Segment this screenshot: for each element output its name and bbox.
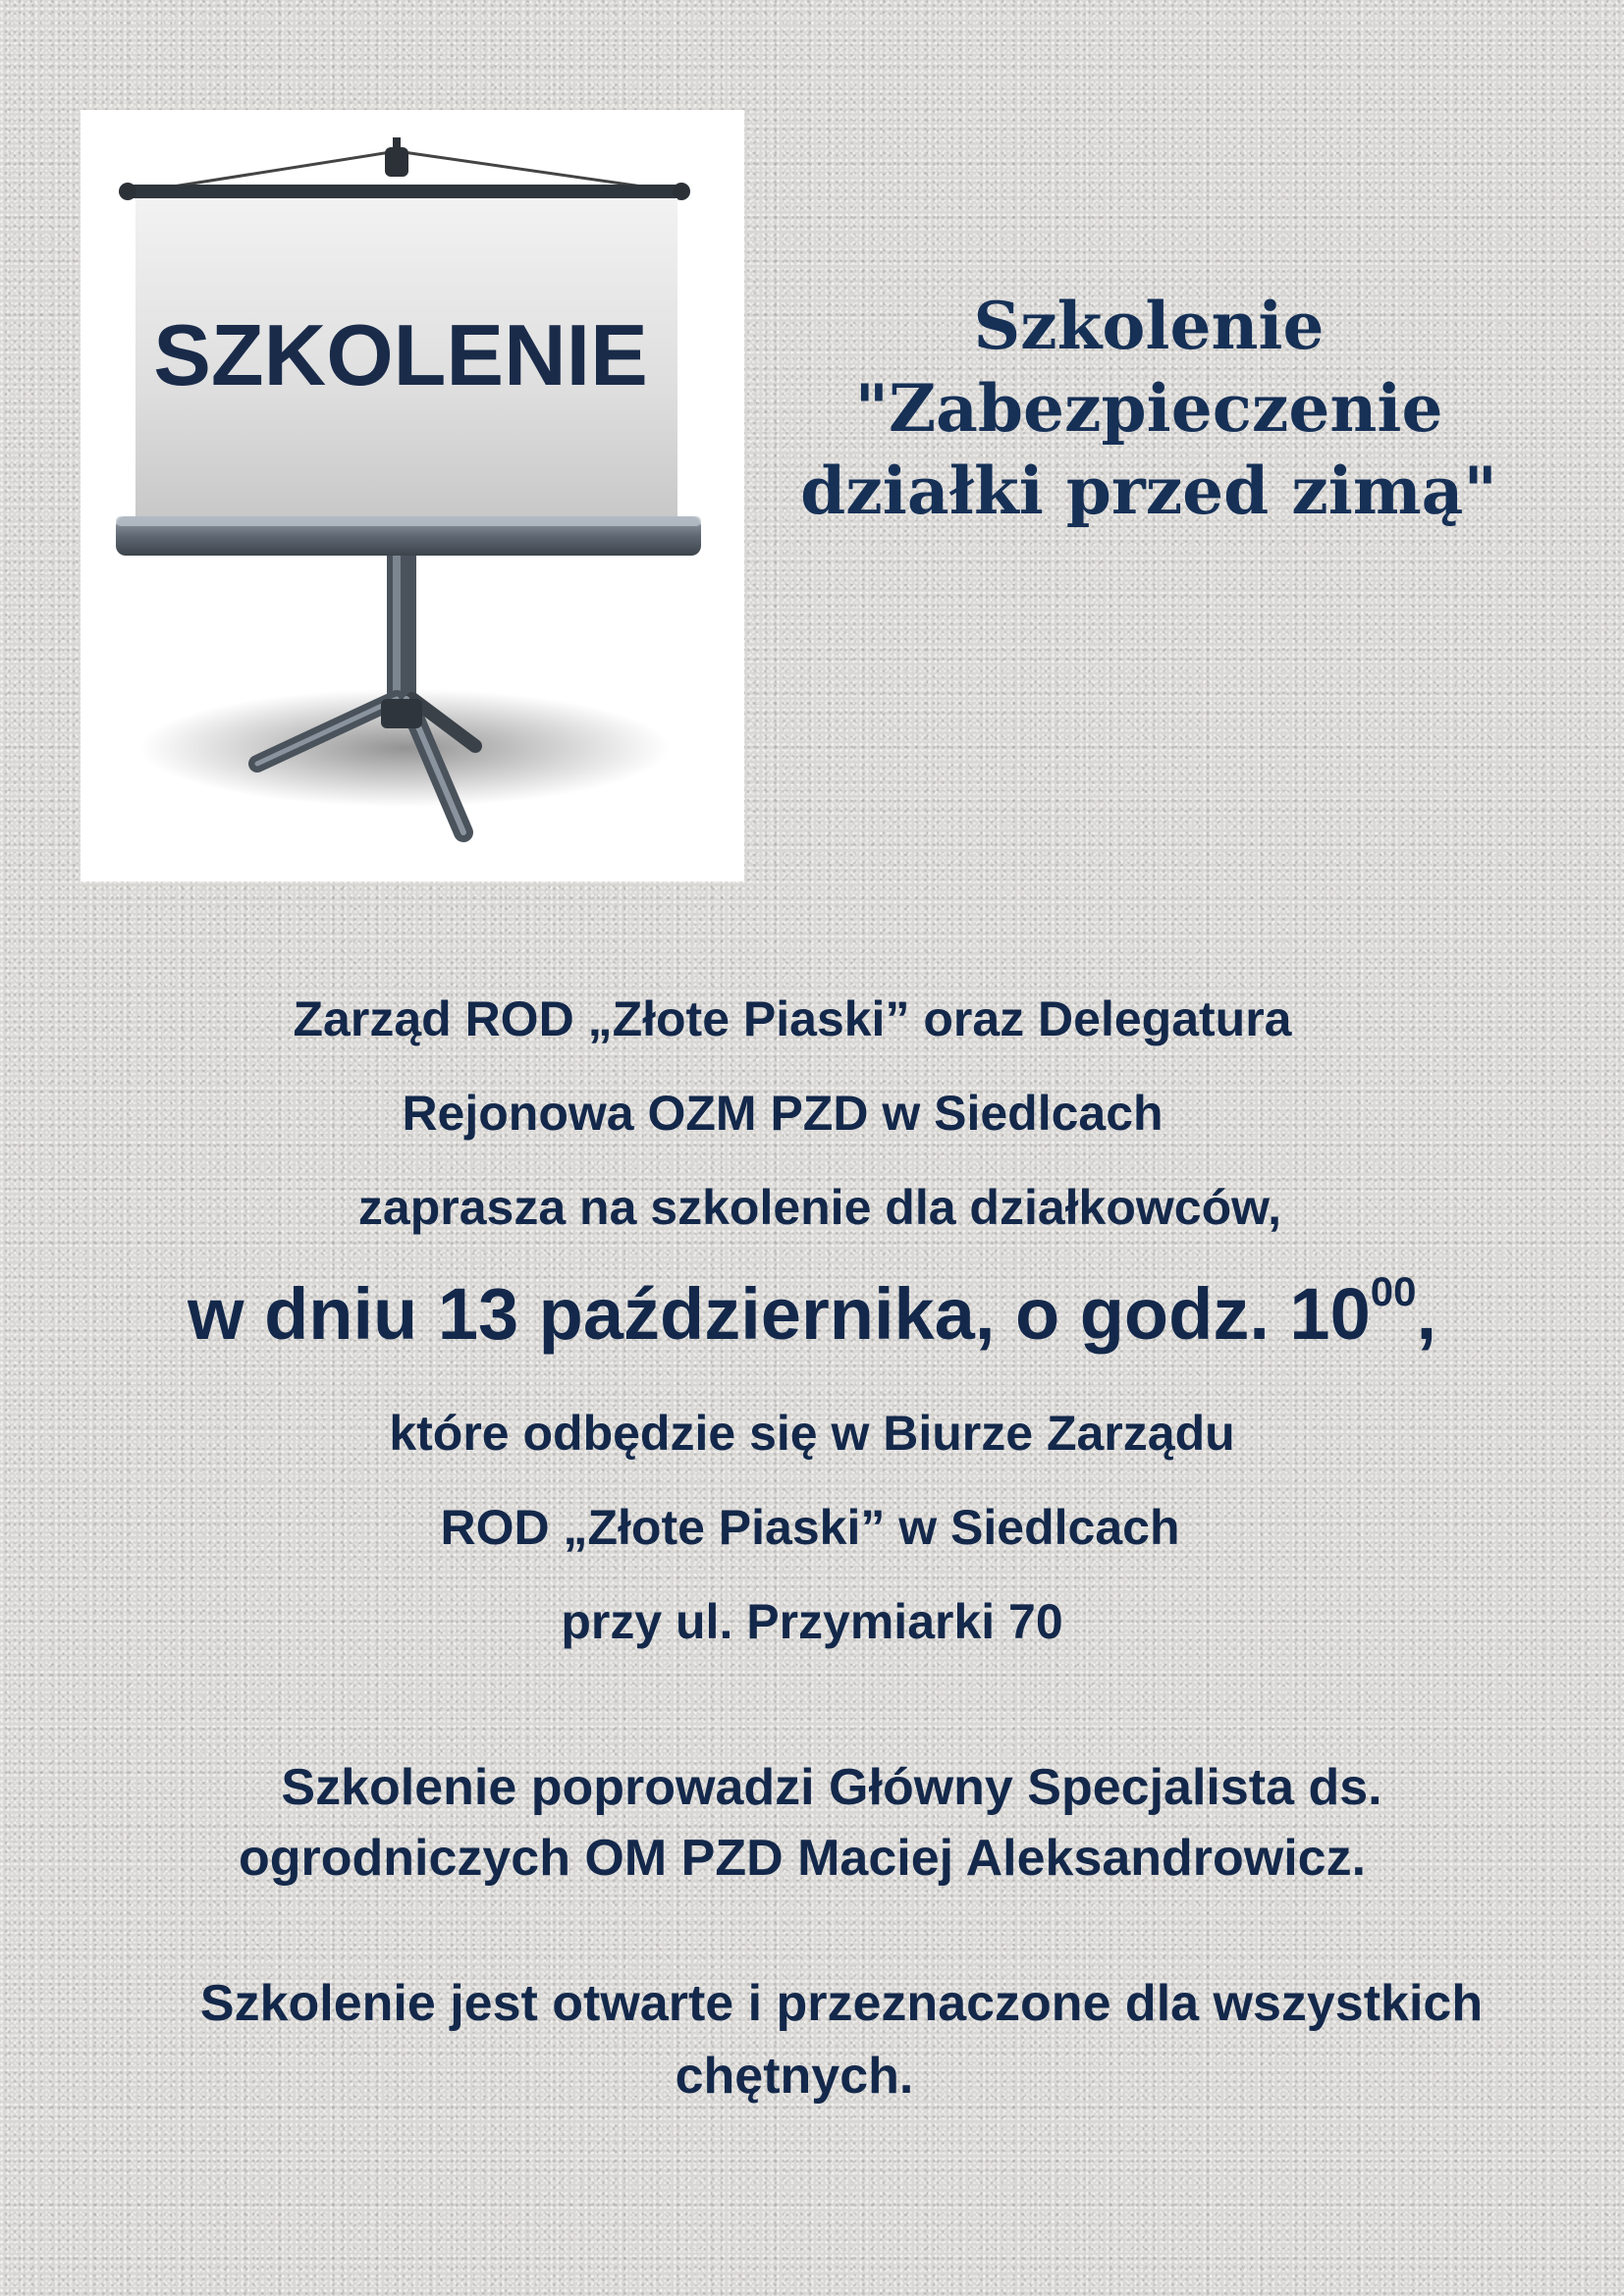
trainer-line-2: ogrodniczych OM PZD Maciej Aleksandrowicz.: [238, 1830, 1367, 1887]
poster-title: [776, 285, 1522, 532]
invitation-line-6: ROD „Złote Piaski” w Siedlcach: [440, 1500, 1180, 1555]
invitation-line-2: Rejonowa OZM PZD w Siedlcach: [402, 1086, 1164, 1141]
invitation-line-5: które odbędzie się w Biurze Zarządu: [389, 1406, 1235, 1461]
invitation-line-1: Zarząd ROD „Złote Piaski” oraz Delegatura: [293, 991, 1292, 1046]
open-info-line-1: Szkolenie jest otwarte i przeznaczone dla wszystkich: [199, 1975, 1484, 2032]
invitation-line-3: zaprasza na szkolenie dla działkowców,: [357, 1180, 1282, 1235]
event-time-minutes: 00: [1370, 1268, 1417, 1315]
title-line-1: Szkolenie: [973, 288, 1325, 364]
screen-label: SZKOLENIE: [153, 306, 648, 403]
invitation-line-7: przy ul. Przymiarki 70: [561, 1594, 1063, 1649]
event-date-suffix: ,: [1416, 1273, 1437, 1355]
projector-screen-image: [81, 110, 744, 881]
trainer-line-1: Szkolenie poprowadzi Główny Specjalista ds.: [281, 1759, 1382, 1816]
event-date-text: w dniu 13 października, o godz. 10: [187, 1273, 1371, 1355]
title-line-2: "Zabezpieczenie: [854, 370, 1443, 447]
title-line-3: działki przed zimą": [800, 453, 1497, 529]
open-info-line-2: chętnych.: [675, 2048, 914, 2105]
event-date-line: [0, 1268, 1624, 1357]
